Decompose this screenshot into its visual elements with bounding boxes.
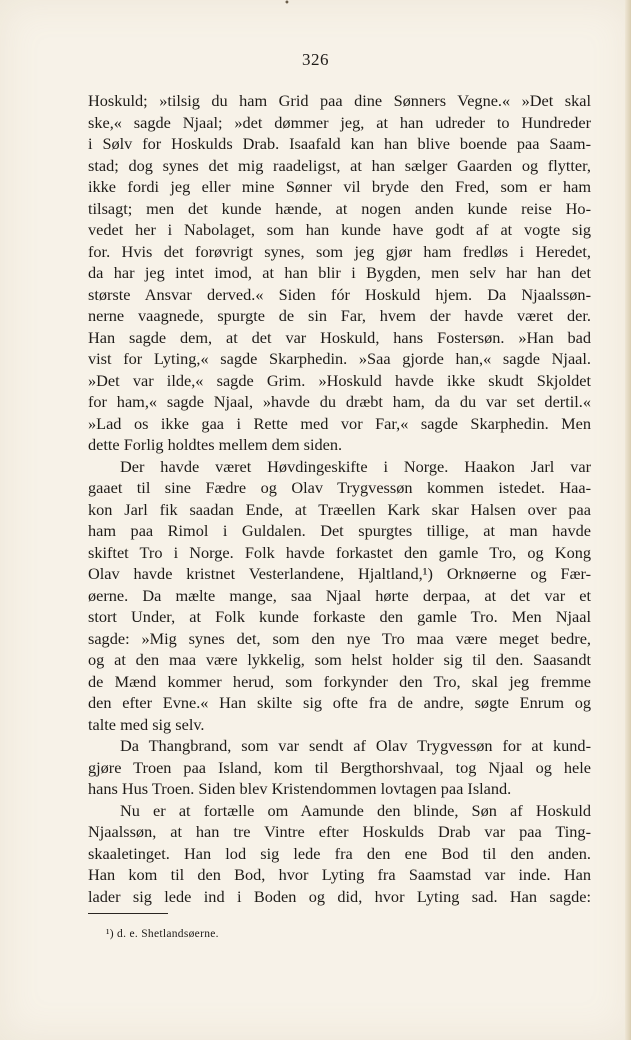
text-line: ham paa Rimol i Guldalen. Det spurgtes tillige, at man havde xyxy=(88,521,591,540)
text-line: dette Forlig holdtes mellem dem siden. xyxy=(88,435,343,454)
text-line: for. Hvis det forøvrigt synes, som jeg gjør ham fredløs i Heredet, xyxy=(88,241,591,261)
text-line: og at den maa være lykkelig, som helst holder sig til den. Saasandt xyxy=(88,650,591,669)
text-line: Hoskuld; »tilsig du ham Grid paa dine Sønners Vegne.« »Det skal xyxy=(88,91,591,110)
page-edge xyxy=(625,0,631,1040)
text-line: øerne. Da mælte mange, saa Njaal hørte derpaa, at det var et xyxy=(88,585,591,605)
text-line: »Lad os ikke gaa i Rette med vor Far,« sagde Skarphedin. Men xyxy=(88,413,591,433)
footnote-divider xyxy=(88,913,168,914)
text-line: stad; dog synes det mig raadeligst, at han sælger Gaarden og flytter, xyxy=(88,155,591,175)
text-line: for ham,« sagde Njaal, »havde du dræbt ham, da du var set dertil.« xyxy=(88,392,591,411)
text-line: Han kom til den Bod, hvor Lyting fra Saamstad var inde. Han xyxy=(88,865,591,884)
top-mark: • xyxy=(284,0,290,9)
text-line: største Ansvar derved.« Siden fór Hoskuld hjem. Da Njaalssøn- xyxy=(88,284,591,304)
text-line: kon Jarl fik saadan Ende, at Træellen Kark skar Halsen over paa xyxy=(88,499,591,519)
text-line: Der havde været Høvdingeskifte i Norge. Haakon Jarl var xyxy=(120,456,591,476)
text-line: vist for Lyting,« sagde Skarphedin. »Saa gjorde han,« sagde Njaal. xyxy=(88,349,591,368)
body-text xyxy=(88,90,591,907)
text-line: den efter Evne.« Han skilte sig ofte fra de andre, søgte Enrum og xyxy=(88,693,591,712)
text-line: da har jeg intet imod, at han blir i Bygden, men selv har han det xyxy=(88,263,591,282)
text-line: »Det var ilde,« sagde Grim. »Hoskuld havde ikke skudt Skjoldet xyxy=(88,370,591,390)
text-line: talte med sig selv. xyxy=(88,714,205,734)
text-line: lader sig lede ind i Boden og did, hvor Lyting sad. Han sagde: xyxy=(88,886,591,906)
text-line: ikke fordi jeg eller mine Sønner vil bryde den Fred, som er ham xyxy=(88,177,591,196)
text-line: sagde: »Mig synes det, som den nye Tro maa være meget bedre, xyxy=(88,628,591,648)
text-line: skiftet Tro i Norge. Folk havde forkastet den gamle Tro, og Kong xyxy=(88,542,591,562)
text-line: Da Thangbrand, som var sendt af Olav Trygvessøn for at kund- xyxy=(120,736,591,755)
text-line: nerne vaagnede, spurgte de sin Far, hvem der havde været der. xyxy=(88,306,591,325)
text-line: ske,« sagde Njaal; »det dømmer jeg, at han udreder to Hundreder xyxy=(88,112,591,132)
text-line: vedet her i Nabolaget, som han kunde have godt af at vogte sig xyxy=(88,220,591,239)
text-line: gaaet til sine Fædre og Olav Trygvessøn kommen istedet. Haa- xyxy=(88,478,591,497)
text-line: Olav havde kristnet Vesterlandene, Hjaltland,¹) Orknøerne og Fær- xyxy=(88,564,591,583)
text-line: stort Under, at Folk kunde forkaste den gamle Tro. Men Njaal xyxy=(88,607,591,626)
page-number: 326 xyxy=(302,50,329,69)
text-line: Nu er at fortælle om Aamunde den blinde, Søn af Hoskuld xyxy=(120,800,591,820)
text-line: gjøre Troen paa Island, kom til Bergthorshvaal, tog Njaal og hele xyxy=(88,757,591,777)
text-line: hans Hus Troen. Siden blev Kristendommen lovtagen paa Island. xyxy=(88,779,512,798)
text-line: de Mænd kommer herud, som forkynder den Tro, skal jeg fremme xyxy=(88,671,591,691)
text-line: i Sølv for Hoskulds Drab. Isaafald kan han blive boende paa Saam- xyxy=(88,134,591,153)
text-line: Njaalssøn, at han tre Vintre efter Hoskulds Drab var paa Ting- xyxy=(88,822,591,841)
text-line: tilsagt; men det kunde hænde, at nogen anden kunde reise Ho- xyxy=(88,198,591,218)
text-line: skaaletinget. Han lod sig lede fra den ene Bod til den anden. xyxy=(88,843,591,863)
text-line: Han sagde dem, at det var Hoskuld, hans Fostersøn. »Han bad xyxy=(88,327,591,347)
footnote: ¹) d. e. Shetlandsøerne. xyxy=(106,928,219,940)
